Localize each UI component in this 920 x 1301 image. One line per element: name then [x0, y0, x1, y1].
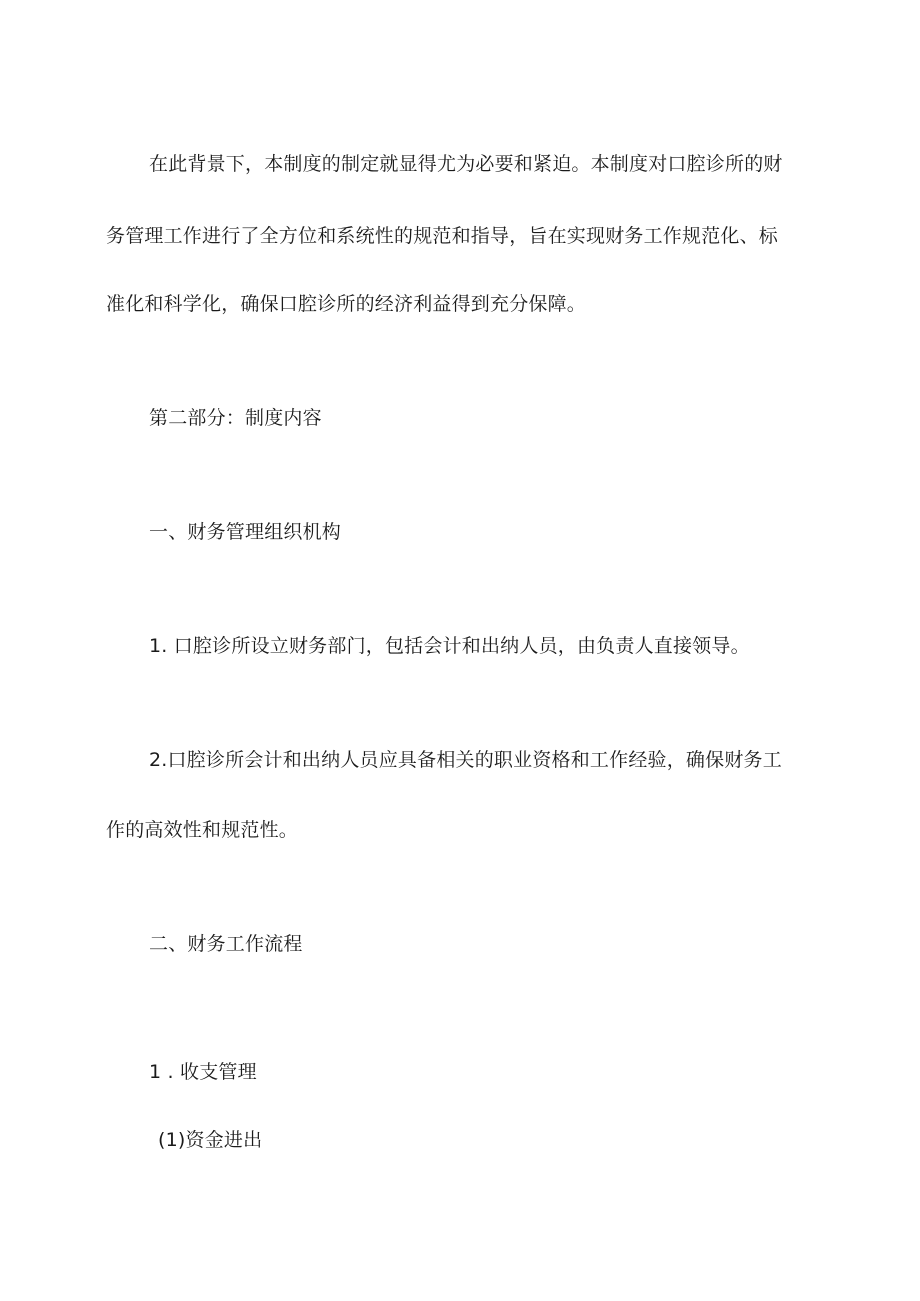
item-2-1: 1 . 收支管理 [149, 1061, 257, 1083]
intro-paragraph-line-3: 准化和科学化，确保口腔诊所的经济利益得到充分保障。 [106, 293, 587, 315]
intro-paragraph-line-1: 在此背景下，本制度的制定就显得尤为必要和紧迫。本制度对口腔诊所的财 [149, 153, 783, 175]
subitem-2-1-1: (1)资金进出 [158, 1129, 263, 1151]
item-1-2-line-2: 作的高效性和规范性。 [106, 819, 299, 841]
intro-paragraph-line-2: 务管理工作进行了全方位和系统性的规范和指导，旨在实现财务工作规范化、标 [106, 225, 779, 247]
section-one-heading: 一、财务管理组织机构 [149, 521, 342, 543]
item-1-2-line-1: 2.口腔诊所会计和出纳人员应具备相关的职业资格和工作经验，确保财务工 [149, 749, 782, 771]
item-1-1: 1. 口腔诊所设立财务部门，包括会计和出纳人员，由负责人直接领导。 [149, 635, 750, 657]
section-two-heading: 二、财务工作流程 [149, 933, 303, 955]
part-two-heading: 第二部分：制度内容 [149, 407, 322, 429]
